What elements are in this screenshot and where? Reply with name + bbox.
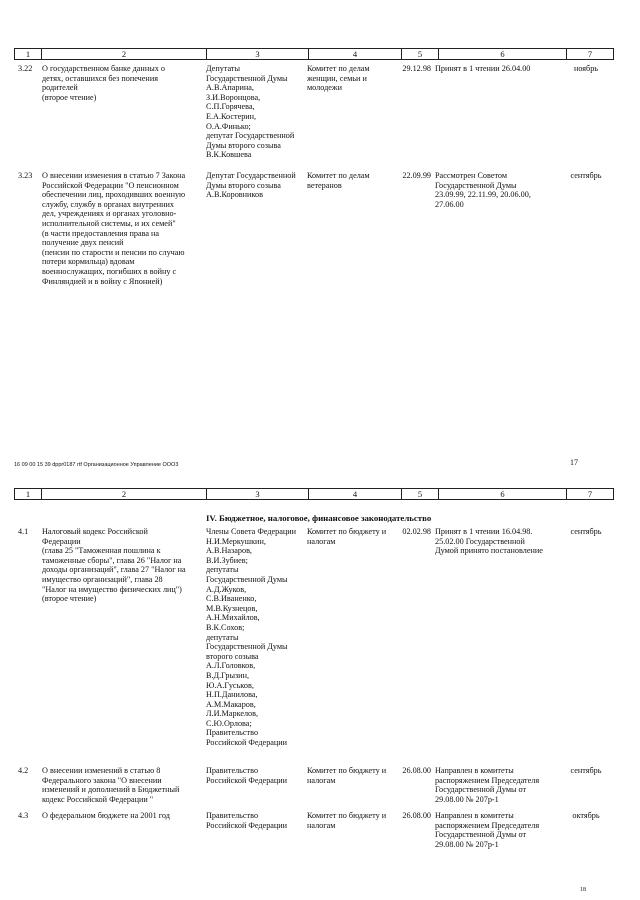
item-month: сентябрь <box>570 171 602 180</box>
item-title: О федеральном бюджете на 2001 год <box>42 811 170 820</box>
table-row <box>14 811 612 849</box>
header-col-1: 1 <box>15 49 42 59</box>
header-col-6: 6 <box>439 49 567 59</box>
item-title: О внесении изменений в статью 8 Федерального закона "О внесении изменений и дополнений в Бюджетный кодекс Российской Федерации " <box>42 766 180 804</box>
item-number: 4.2 <box>18 766 29 775</box>
item-committee: Комитет по бюджету и налогам <box>307 527 387 546</box>
item-date: 26.08.00 <box>402 766 431 775</box>
table-header-page2 <box>14 488 614 500</box>
item-date: 22.09.99 <box>402 171 431 180</box>
header-col-5: 5 <box>402 49 439 59</box>
header-col-6: 6 <box>439 489 567 499</box>
item-authors: Правительство Российской Федерации <box>206 811 288 830</box>
item-month: сентябрь <box>570 766 602 775</box>
document-footer: 16 09 00 15 39 dppr0187 rtf Организационное Управление ООО3 <box>14 462 179 468</box>
item-title: О внесении изменения в статью 7 Закона Российской Федерации "О пенсионном обеспечении лиц, проходивших военную службу, службу в органах внутренних дел, учреждениях и органах уголовно- исполнительной системы, и их семей" (в части предоставления права на получение двух пенсий (пенсии по старости и пенсии по случаю потери кормильца) вдовам военнослужащих, погибших в войну с Финляндией и в войну с Японией) <box>42 171 186 286</box>
header-col-2: 2 <box>42 49 207 59</box>
header-col-7: 7 <box>587 49 593 59</box>
header-col-1: 1 <box>15 489 42 499</box>
item-month: ноябрь <box>573 64 599 73</box>
item-title: Налоговый кодекс Российской Федерации (глава 25 "Таможенная пошлина к таможенные сборы", глава 26 "Налог на доходы организаций", глава 27 "Налог на имущество организаций", глава 28 "Налог на имущество физических лиц") (второе чтение) <box>42 527 186 604</box>
table-row <box>14 171 612 286</box>
item-status: Принят в 1 чтении 16.04.98. 25.02.00 Государственной Думой принято постановление <box>435 527 543 556</box>
item-number: 4.1 <box>18 527 29 536</box>
item-date: 26.08.00 <box>402 811 431 820</box>
item-committee: Комитет по бюджету и налогам <box>307 766 387 785</box>
item-date: 02.02.98 <box>402 527 431 536</box>
item-status: Направлен в комитеты распоряжением Председателя Государственной Думы от 29.08.00 № 207р-1 <box>435 766 540 804</box>
header-col-3: 3 <box>207 489 309 499</box>
item-date: 29.12.98 <box>402 64 431 73</box>
item-committee: Комитет по бюджету и налогам <box>307 811 387 830</box>
item-title: О государственном банке данных о детях, оставшихся без попечения родителей (второе чтение) <box>42 64 165 102</box>
table-row <box>14 527 612 748</box>
item-committee: Комитет по делам ветеранов <box>307 171 370 190</box>
header-col-4: 4 <box>309 489 402 499</box>
header-col-2: 2 <box>42 489 207 499</box>
item-number: 3.23 <box>18 171 33 180</box>
page-number: 18 <box>580 887 586 893</box>
table-row <box>14 766 612 804</box>
item-authors: Члены Совета Федерации Н.И.Меркушкин, А.В.Назаров, В.И.Зубиев; депутаты Государственной Думы А.Д.Жуков, С.В.Иваненко, М.В.Кузнецов, А.Н.Михайлов, В.К.Сохов; депутаты Государственной Думы второго созыва А.Л.Головков, В.Д.Грызин, Ю.А.Гуськов, Н.П.Данилова, А.М.Макаров, Л.И.Маркелов, С.Ю.Орлова; Правительство Российской Федерации <box>206 527 297 748</box>
table-header-page1 <box>14 48 614 60</box>
header-col-7: 7 <box>587 489 593 499</box>
item-status: Направлен в комитеты распоряжением Председателя Государственной Думы от 29.08.00 № 207р-1 <box>435 811 540 849</box>
item-number: 3.22 <box>18 64 33 73</box>
item-month: октябрь <box>572 811 600 820</box>
header-col-5: 5 <box>402 489 439 499</box>
header-col-3: 3 <box>207 49 309 59</box>
item-authors: Депутаты Государственной Думы А.В.Апарина, З.И.Воронцова, С.П.Горячева, Е.А.Костерин, О.А.Финько; депутат Государственной Думы второго созыва В.К.Ковшева <box>206 64 295 160</box>
item-number: 4.3 <box>18 811 29 820</box>
item-status: Принят в 1 чтении 26.04.00 <box>435 64 531 73</box>
item-status: Рассмотрен Советом Государственной Думы 23.09.99, 22.11.99, 20.06.00, 27.06.00 <box>435 171 531 209</box>
section-title: IV. Бюджетное, налоговое, финансовое законодательство <box>206 513 432 523</box>
header-col-4: 4 <box>309 49 402 59</box>
item-month: сентябрь <box>570 527 602 536</box>
item-authors: Правительство Российской Федерации <box>206 766 288 785</box>
item-committee: Комитет по делам женщин, семьи и молодежи <box>307 64 370 93</box>
item-authors: Депутат Государственной Думы второго созыва А.В.Коровников <box>206 171 296 200</box>
page-number: 17 <box>570 458 578 467</box>
table-row <box>14 64 612 160</box>
